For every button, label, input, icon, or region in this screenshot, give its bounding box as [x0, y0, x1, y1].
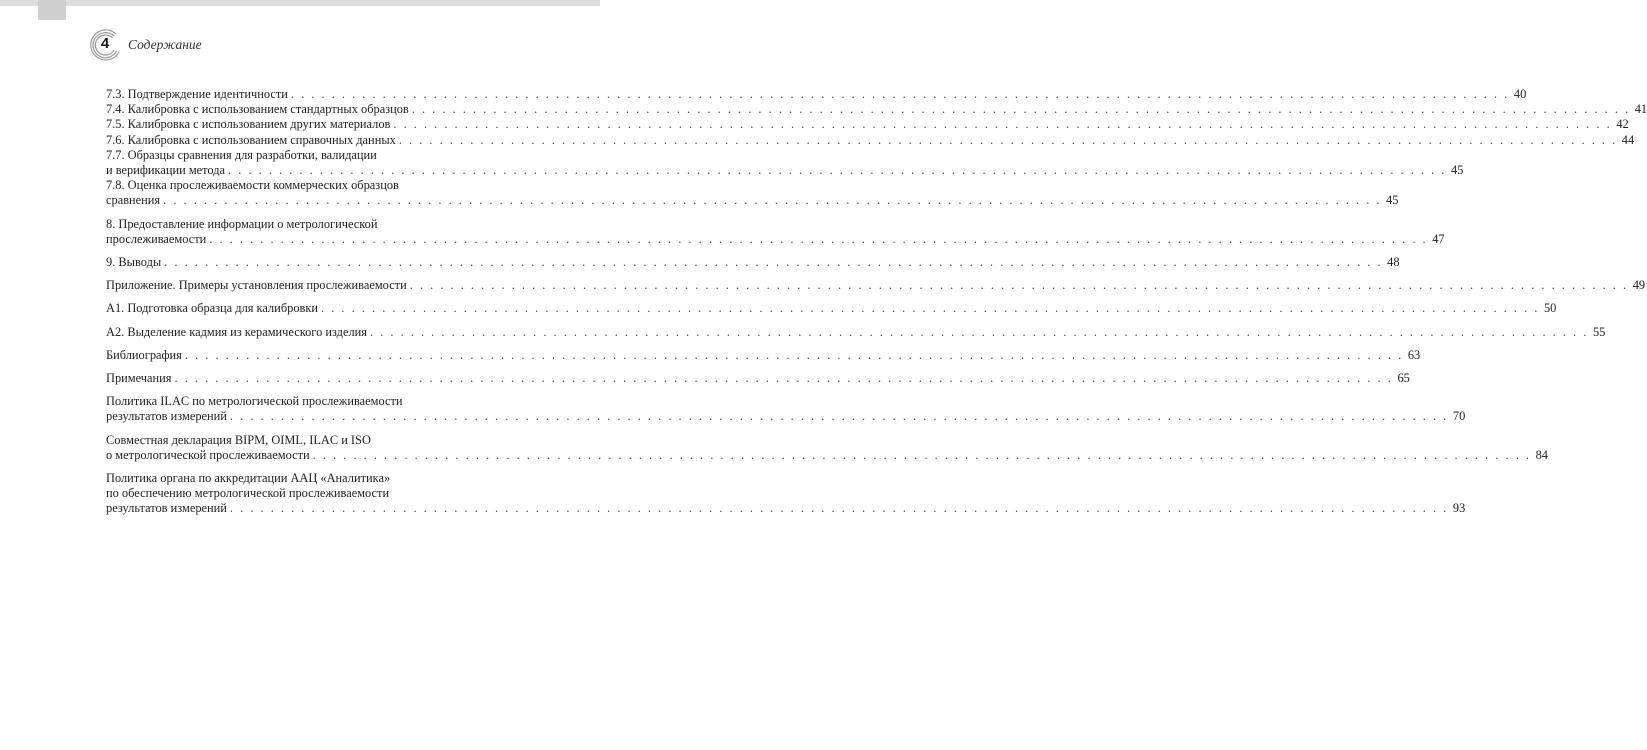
- toc-entry[interactable]: [106, 324, 1606, 340]
- table-of-contents: [106, 87, 1647, 517]
- toc-entry-line: Политика органа по аккредитации ААЦ «Аналитика»: [106, 471, 391, 486]
- toc-entry-line: А1. Подготовка образца для калибровки: [106, 301, 319, 316]
- toc-entry-line: Библиография: [106, 347, 182, 362]
- toc-page-number: 63: [1407, 347, 1421, 362]
- dot-leader: . . . . . . . . . . . . . . . . . . . . . . . . . . . . . . . . . . . . . . . . . . . . . . . . . . . . . . . . . . . . . . . . . . . . . . . . . . . . . . . . . . . . . . . . . . . . . . . . . . . . . . . . . . . . . . . . . . . . . . . .: [174, 371, 1393, 386]
- toc-entry-line: Совместная декларация BIPM, OIML, ILAC и ISO: [106, 432, 371, 447]
- dot-leader: . . . . . . . . . . . . . . . . . . . . . . . . . . . . . . . . . . . . . . . . . . . . . . . . . . . . . . . . . . . . . . . . . . . . . . . . . . . . . . . . . . . . . . . . . . . . . . . . . . . . . . . . . . . . . . . . . . . . . . . .: [163, 193, 1382, 208]
- toc-entry-line: 7.6. Калибровка с использованием справочных данных: [106, 132, 396, 147]
- toc-page-number: 45: [1386, 193, 1399, 208]
- toc-entry-final-line: [106, 132, 1635, 148]
- toc-entry-final-line: [106, 501, 1466, 516]
- toc-entry[interactable]: [106, 132, 1635, 148]
- section-title: Содержание: [128, 37, 202, 52]
- toc-entry-final-line: [106, 324, 1606, 340]
- dot-leader: . . . . . . . . . . . . . . . . . . . . . . . . . . . . . . . . . . . . . . . . . . . . . . . . . . . . . . . . . . . . . . . . . . . . . . . . . . . . . . . . . . . . . . . . . . . . . . . . . . . . . . . . . . . . . . . . . . . . . . . .: [290, 87, 1510, 101]
- toc-entry-line: Примечания: [106, 371, 172, 386]
- toc-entry-line: 7.8. Оценка прослеживаемости коммерческих образцов: [106, 178, 399, 193]
- scan-tab-mark: [38, 0, 66, 20]
- dot-leader: . . . . . . . . . . . . . . . . . . . . . . . . . . . . . . . . . . . . . . . . . . . . . . . . . . . . . . . . . . . . . . . . . . . . . . . . . . . . . . . . . . . . . . . . . . . . . . . . . . . . . . . . . . . . . . . . . . . . . . . .: [312, 447, 1531, 462]
- dot-leader: . . . . . . . . . . . . . . . . . . . . . . . . . . . . . . . . . . . . . . . . . . . . . . . . . . . . . . . . . . . . . . . . . . . . . . . . . . . . . . . . . . . . . . . . . . . . . . . . . . . . . . . . . . . . . . . . . . . . . . . .: [370, 324, 1589, 339]
- toc-entry[interactable]: [106, 278, 1646, 293]
- toc-entry[interactable]: [106, 147, 1464, 178]
- toc-entry[interactable]: [106, 394, 1466, 424]
- toc-entry-final-line: [106, 231, 1445, 247]
- page-header: [86, 26, 486, 66]
- toc-entry[interactable]: [106, 216, 1445, 247]
- toc-page-number: 93: [1452, 501, 1466, 516]
- toc-entry-final-line: [106, 371, 1410, 386]
- dot-leader: . . . . . . . . . . . . . . . . . . . . . . . . . . . . . . . . . . . . . . . . . . . . . . . . . . . . . . . . . . . . . . . . . . . . . . . . . . . . . . . . . . . . . . . . . . . . . . . . . . . . . . . . . . . . . . . . . . . . . . . .: [209, 231, 1428, 246]
- toc-entry[interactable]: [106, 102, 1647, 117]
- toc-entry-final-line: [106, 409, 1466, 424]
- toc-page-number: 70: [1452, 409, 1466, 424]
- toc-entry[interactable]: [106, 178, 1399, 208]
- dot-leader: . . . . . . . . . . . . . . . . . . . . . . . . . . . . . . . . . . . . . . . . . . . . . . . . . . . . . . . . . . . . . . . . . . . . . . . . . . . . . . . . . . . . . . . . . . . . . . . . . . . . . . . . . . . . . . . . . . . . . . . .: [409, 278, 1629, 293]
- dot-leader: . . . . . . . . . . . . . . . . . . . . . . . . . . . . . . . . . . . . . . . . . . . . . . . . . . . . . . . . . . . . . . . . . . . . . . . . . . . . . . . . . . . . . . . . . . . . . . . . . . . . . . . . . . . . . . . . . . . . . . . .: [393, 117, 1612, 132]
- toc-entry-line: и верификации метода: [106, 163, 226, 178]
- toc-entry[interactable]: [106, 301, 1557, 316]
- toc-entry-line: Политика ILAC по метрологической прослеживаемости: [106, 394, 403, 409]
- scan-edge: [0, 0, 600, 6]
- toc-entry-line: 7.3. Подтверждение идентичности: [106, 87, 288, 101]
- toc-entry-final-line: [106, 163, 1464, 178]
- toc-entry-line: А2. Выделение кадмия из керамического изделия: [106, 324, 367, 339]
- toc-entry-final-line: [106, 447, 1548, 463]
- toc-page-number: 44: [1621, 132, 1635, 147]
- dot-leader: . . . . . . . . . . . . . . . . . . . . . . . . . . . . . . . . . . . . . . . . . . . . . . . . . . . . . . . . . . . . . . . . . . . . . . . . . . . . . . . . . . . . . . . . . . . . . . . . . . . . . . . . . . . . . . . . . . . . . . . .: [229, 501, 1449, 516]
- toc-entry-line: Приложение. Примеры установления прослеживаемости: [106, 278, 407, 293]
- toc-entry-line: результатов измерений: [106, 409, 227, 424]
- dot-leader: . . . . . . . . . . . . . . . . . . . . . . . . . . . . . . . . . . . . . . . . . . . . . . . . . . . . . . . . . . . . . . . . . . . . . . . . . . . . . . . . . . . . . . . . . . . . . . . . . . . . . . . . . . . . . . . . . . . . . . . .: [184, 347, 1404, 362]
- toc-entry-final-line: [106, 87, 1527, 102]
- toc-page-number: 55: [1592, 324, 1606, 339]
- toc-entry-final-line: [106, 301, 1557, 316]
- toc-page-number: 47: [1432, 231, 1445, 246]
- toc-entry[interactable]: [106, 87, 1527, 102]
- toc-page-number: 65: [1397, 371, 1410, 386]
- toc-entry-line: 7.7. Образцы сравнения для разработки, валидации: [106, 147, 377, 162]
- toc-page-number: 45: [1451, 163, 1464, 178]
- dot-leader: . . . . . . . . . . . . . . . . . . . . . . . . . . . . . . . . . . . . . . . . . . . . . . . . . . . . . . . . . . . . . . . . . . . . . . . . . . . . . . . . . . . . . . . . . . . . . . . . . . . . . . . . . . . . . . . . . . . . . . . .: [321, 301, 1540, 316]
- dot-leader: . . . . . . . . . . . . . . . . . . . . . . . . . . . . . . . . . . . . . . . . . . . . . . . . . . . . . . . . . . . . . . . . . . . . . . . . . . . . . . . . . . . . . . . . . . . . . . . . . . . . . . . . . . . . . . . . . . . . . . . .: [411, 102, 1631, 117]
- toc-page-number: 40: [1513, 87, 1527, 101]
- toc-entry[interactable]: [106, 255, 1400, 270]
- toc-entry-line: 9. Выводы: [106, 255, 162, 270]
- toc-entry[interactable]: [106, 371, 1410, 386]
- toc-page-number: 84: [1535, 447, 1548, 462]
- toc-entry-line: по обеспечению метрологической прослеживаемости: [106, 486, 390, 501]
- toc-entry-line: 7.5. Калибровка с использованием других материалов: [106, 117, 391, 132]
- toc-page-number: 41: [1634, 102, 1647, 117]
- toc-page-number: 42: [1616, 117, 1629, 132]
- toc-page-number: 49: [1632, 278, 1646, 293]
- toc-entry-final-line: [106, 278, 1646, 293]
- toc-entry-line: сравнения: [106, 193, 161, 208]
- toc-entry-line: 8. Предоставление информации о метрологической: [106, 216, 378, 231]
- toc-entry[interactable]: [106, 432, 1548, 463]
- page-number: 4: [100, 35, 110, 52]
- dot-leader: . . . . . . . . . . . . . . . . . . . . . . . . . . . . . . . . . . . . . . . . . . . . . . . . . . . . . . . . . . . . . . . . . . . . . . . . . . . . . . . . . . . . . . . . . . . . . . . . . . . . . . . . . . . . . . . . . . . . . . . .: [398, 132, 1618, 147]
- toc-entry[interactable]: [106, 117, 1629, 132]
- toc-entry-line: прослеживаемости: [106, 231, 207, 246]
- toc-entry-final-line: [106, 255, 1400, 270]
- dot-leader: . . . . . . . . . . . . . . . . . . . . . . . . . . . . . . . . . . . . . . . . . . . . . . . . . . . . . . . . . . . . . . . . . . . . . . . . . . . . . . . . . . . . . . . . . . . . . . . . . . . . . . . . . . . . . . . . . . . . . . . .: [229, 409, 1449, 424]
- toc-entry-final-line: [106, 102, 1647, 117]
- toc-entry-final-line: [106, 347, 1421, 363]
- toc-entry-final-line: [106, 117, 1629, 132]
- toc-entry-line: 7.4. Калибровка с использованием стандартных образцов: [106, 102, 409, 117]
- toc-page-number: 48: [1387, 255, 1400, 270]
- toc-page-number: 50: [1543, 301, 1557, 316]
- toc-entry[interactable]: [106, 347, 1421, 363]
- toc-entry-line: о метрологической прослеживаемости: [106, 447, 310, 462]
- toc-entry-final-line: [106, 193, 1399, 208]
- toc-entry[interactable]: [106, 471, 1466, 517]
- dot-leader: . . . . . . . . . . . . . . . . . . . . . . . . . . . . . . . . . . . . . . . . . . . . . . . . . . . . . . . . . . . . . . . . . . . . . . . . . . . . . . . . . . . . . . . . . . . . . . . . . . . . . . . . . . . . . . . . . . . . . . . .: [228, 163, 1447, 178]
- toc-entry-line: результатов измерений: [106, 501, 227, 516]
- dot-leader: . . . . . . . . . . . . . . . . . . . . . . . . . . . . . . . . . . . . . . . . . . . . . . . . . . . . . . . . . . . . . . . . . . . . . . . . . . . . . . . . . . . . . . . . . . . . . . . . . . . . . . . . . . . . . . . . . . . . . . . .: [164, 255, 1383, 270]
